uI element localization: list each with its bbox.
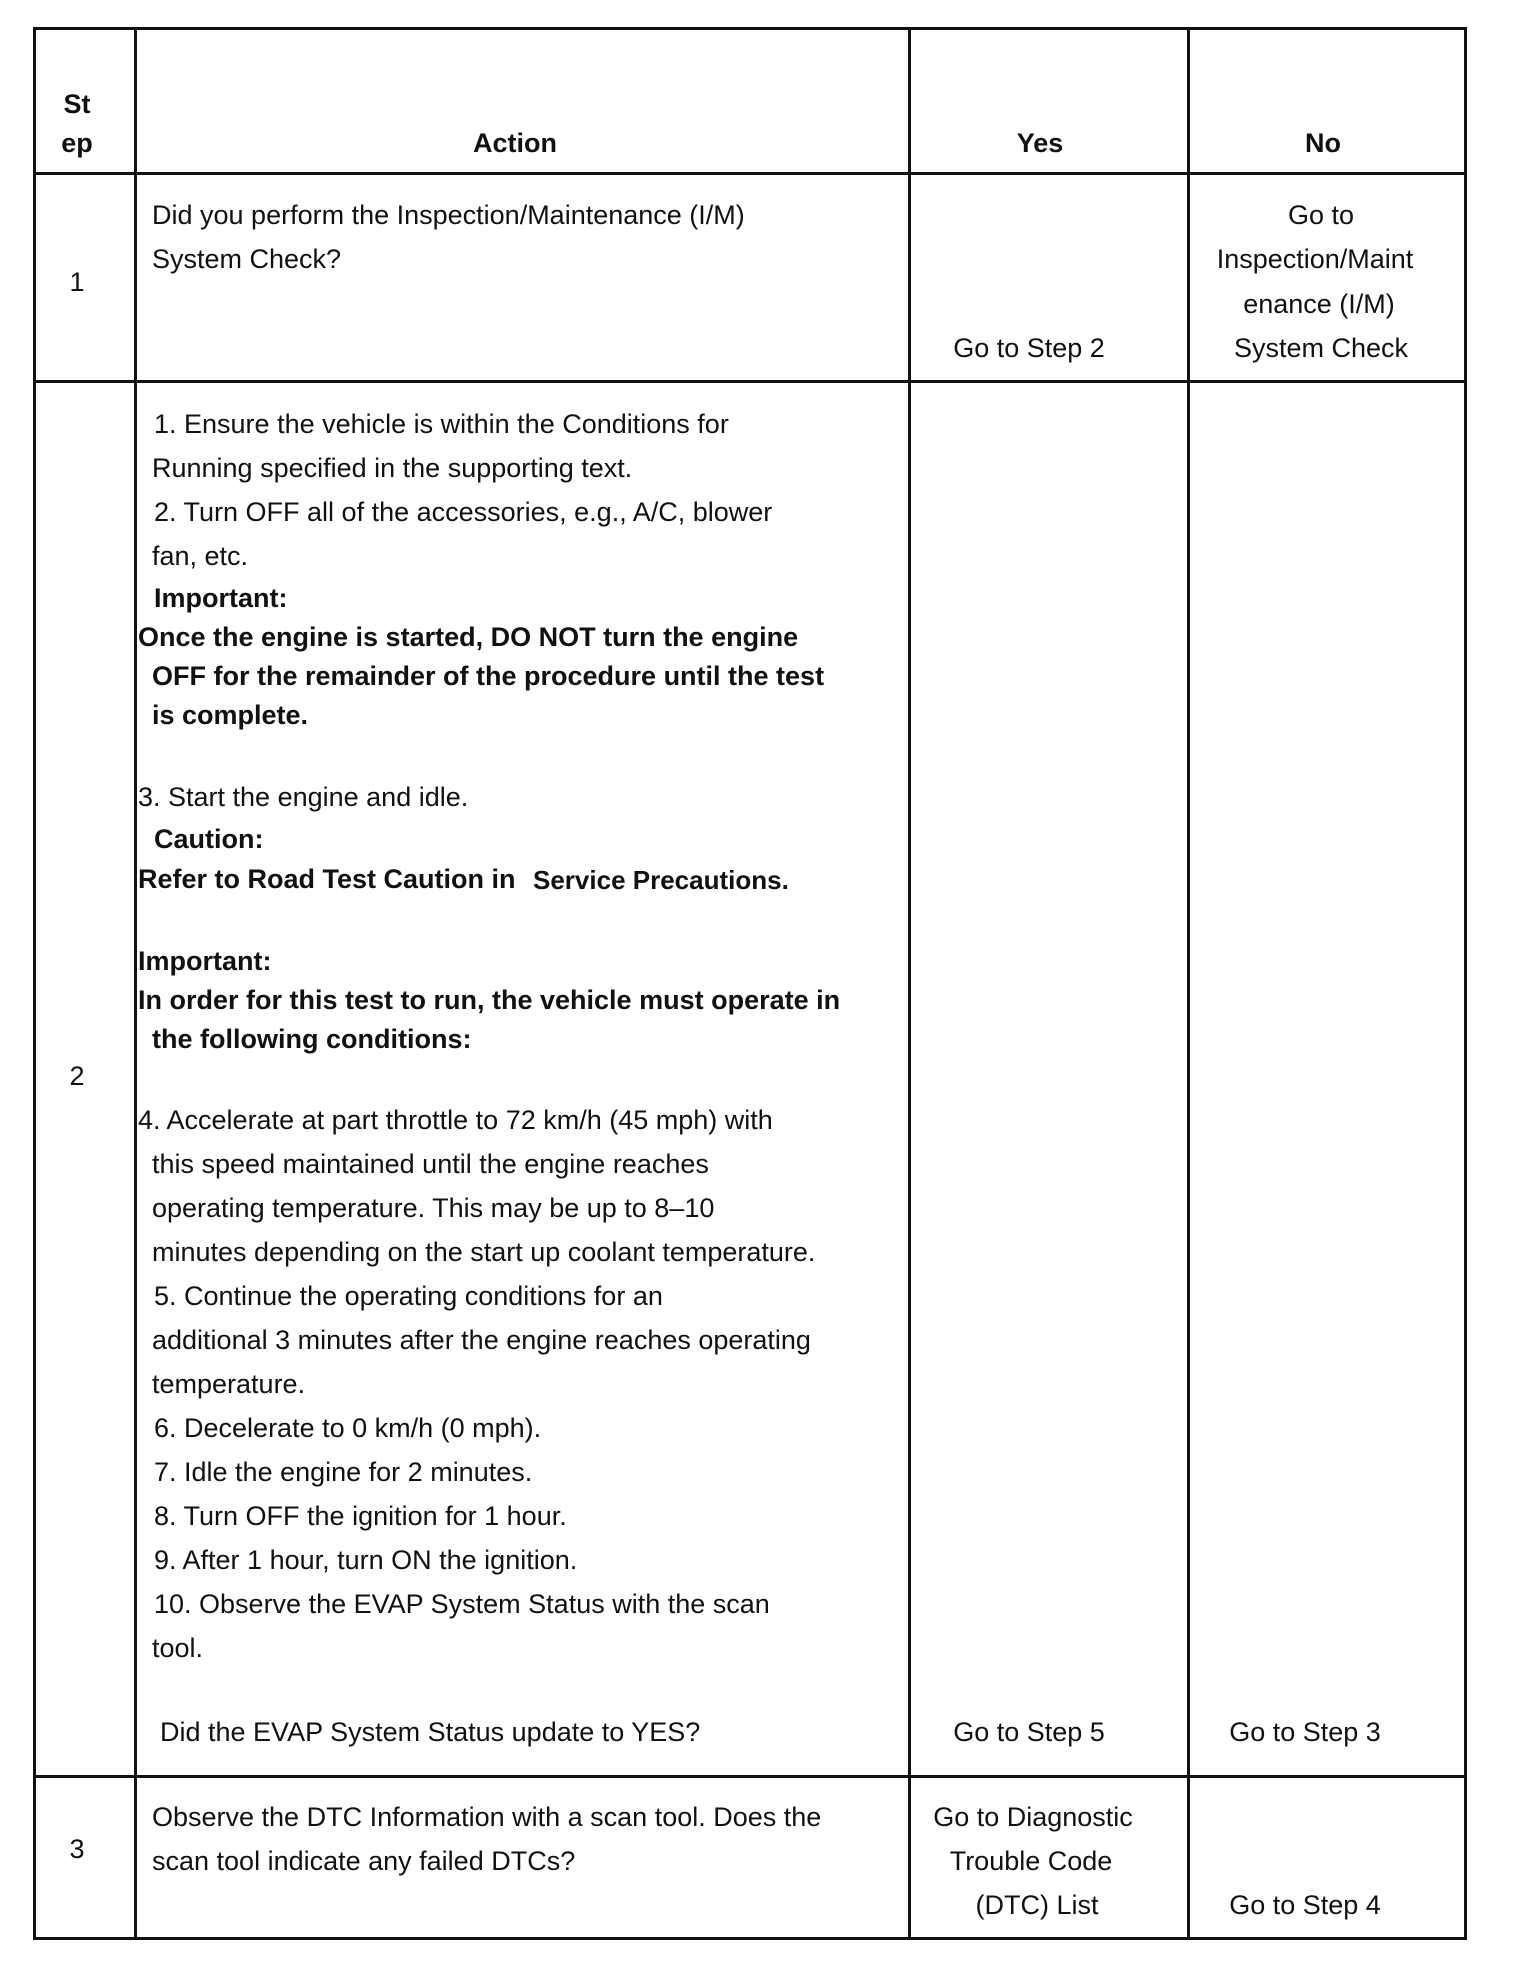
row2-no: Go to Step 3 [1229, 1717, 1381, 1747]
row1-action-line: Did you perform the Inspection/Maintenance (I/M) [152, 200, 745, 230]
row3-action-line: scan tool indicate any failed DTCs? [152, 1846, 576, 1876]
header-no: No [1305, 128, 1341, 158]
header-action: Action [473, 128, 557, 158]
row1-action-line: System Check? [152, 244, 342, 274]
row2-step1-line: 1. Ensure the vehicle is within the Conditions for [154, 409, 729, 439]
row1-yes: Go to Step 2 [953, 333, 1105, 363]
col-border-right [1464, 27, 1467, 1940]
row3-action-line: Observe the DTC Information with a scan tool. Does the [152, 1802, 822, 1832]
row3-yes-line: Trouble Code [949, 1846, 1113, 1876]
col-border-action [908, 27, 911, 1940]
row2-important-text: is complete. [152, 700, 309, 730]
row3-yes-line: Go to Diagnostic [933, 1802, 1133, 1832]
header-step-line1: St [63, 89, 91, 119]
row2-step5-line: additional 3 minutes after the engine reaches operating [152, 1325, 811, 1355]
row2-step4-line: operating temperature. This may be up to 8–10 [152, 1193, 715, 1223]
row2-step2-line: 2. Turn OFF all of the accessories, e.g., A/C, blower [154, 497, 773, 527]
row3-step: 3 [69, 1834, 85, 1864]
row2-important-text: OFF for the remainder of the procedure until the test [152, 661, 825, 691]
header-step-line2: ep [61, 128, 93, 158]
row2-important2-text: the following conditions: [152, 1024, 472, 1054]
row2-step9: 9. After 1 hour, turn ON the ignition. [154, 1545, 578, 1575]
row2-step4-line: minutes depending on the start up coolant temperature. [152, 1237, 816, 1267]
row2-step2-line: fan, etc. [152, 541, 249, 571]
row2-important-label: Important: [154, 583, 288, 613]
row1-no-line: System Check [1233, 333, 1409, 363]
row2-step7: 7. Idle the engine for 2 minutes. [154, 1457, 533, 1487]
row2-caution-label: Caution: [154, 824, 264, 854]
row-border-top [33, 27, 1467, 30]
row-border-step2 [33, 1775, 1467, 1778]
row2-step3: 3. Start the engine and idle. [138, 782, 469, 812]
row2-important2-label: Important: [138, 946, 272, 976]
row2-caution-text: Refer to Road Test Caution in [138, 864, 516, 894]
row2-yes: Go to Step 5 [953, 1717, 1105, 1747]
row2-step5-line: 5. Continue the operating conditions for an [154, 1281, 663, 1311]
row3-yes-line: (DTC) List [975, 1890, 1099, 1920]
row3-no: Go to Step 4 [1229, 1890, 1381, 1920]
row2-step10-line: tool. [152, 1633, 204, 1663]
row-border-bottom [33, 1937, 1467, 1940]
service-precautions-link[interactable]: Service Precautions. [533, 865, 789, 895]
row2-step1-line: Running specified in the supporting text. [152, 453, 633, 483]
row2-step8: 8. Turn OFF the ignition for 1 hour. [154, 1501, 567, 1531]
row1-no-line: enance (I/M) [1243, 289, 1395, 319]
header-yes: Yes [1016, 128, 1064, 158]
row2-important-text: Once the engine is started, DO NOT turn the engine [138, 622, 799, 652]
row-border-step1 [33, 380, 1467, 383]
row2-step4-line: this speed maintained until the engine reaches [152, 1149, 709, 1179]
row2-step6: 6. Decelerate to 0 km/h (0 mph). [154, 1413, 542, 1443]
col-border-step [134, 27, 137, 1940]
col-border-yes [1187, 27, 1190, 1940]
row-border-header [33, 172, 1467, 175]
row2-step5-line: temperature. [152, 1369, 306, 1399]
row2-step10-line: 10. Observe the EVAP System Status with the scan [154, 1589, 770, 1619]
row1-no-line: Go to [1287, 200, 1355, 230]
row2-step4-line: 4. Accelerate at part throttle to 72 km/h (45 mph) with [138, 1105, 773, 1135]
row1-no-line: Inspection/Maint [1216, 244, 1414, 274]
row2-question: Did the EVAP System Status update to YES? [160, 1717, 701, 1747]
row2-step: 2 [69, 1061, 85, 1091]
row1-step: 1 [69, 267, 85, 297]
col-border-left [33, 27, 36, 1940]
diagnostic-table [33, 27, 1467, 1940]
row2-important2-text: In order for this test to run, the vehicle must operate in [138, 985, 841, 1015]
